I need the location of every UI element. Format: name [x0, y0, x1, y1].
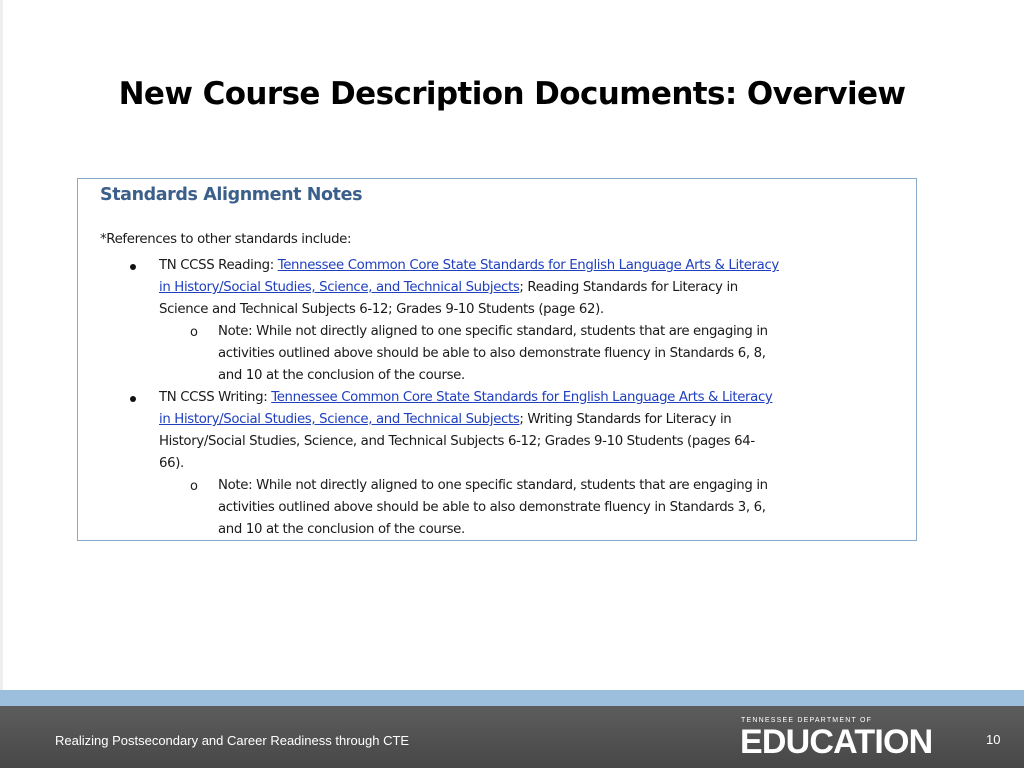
footer-caption: Realizing Postsecondary and Career Readiness through CTE	[55, 733, 410, 748]
reading-note-line-3: and 10 at the conclusion of the course.	[218, 368, 465, 383]
slide-title: New Course Description Documents: Overview	[118, 76, 906, 112]
slide-footer	[0, 706, 1024, 768]
notes-intro: *References to other standards include:	[100, 232, 352, 247]
writing-line-4: 66).	[159, 456, 184, 471]
reading-standards-link[interactable]: Tennessee Common Core State Standards for English Language Arts & Literacy	[277, 258, 779, 273]
reading-label: TN CCSS Reading:	[159, 258, 278, 273]
reading-line-2	[159, 277, 738, 299]
writing-standards-link-continued[interactable]: in History/Social Studies, Science, and Technical Subjects	[159, 412, 520, 427]
reading-standards-link-continued[interactable]: in History/Social Studies, Science, and Technical Subjects	[159, 280, 520, 295]
sub-bullet-icon: o	[190, 325, 198, 340]
logo-department-text: TENNESSEE DEPARTMENT OF	[741, 717, 873, 724]
footer-accent-stripe	[0, 690, 1024, 706]
reading-line-1	[159, 255, 779, 277]
writing-label: TN CCSS Writing:	[159, 390, 272, 405]
reading-line-3: Science and Technical Subjects 6-12; Grades 9-10 Students (page 62).	[159, 302, 604, 317]
writing-line-2	[159, 409, 731, 431]
writing-standards-link[interactable]: Tennessee Common Core State Standards for English Language Arts & Literacy	[271, 390, 773, 405]
reading-note-line-2: activities outlined above should be able to also demonstrate fluency in Standards 6, 8,	[218, 346, 766, 361]
writing-note-line-1: Note: While not directly aligned to one specific standard, students that are engaging in	[218, 478, 768, 493]
bullet-icon	[128, 262, 138, 272]
writing-note-line-3: and 10 at the conclusion of the course.	[218, 522, 465, 537]
sub-bullet-icon: o	[190, 479, 198, 494]
reading-note-line-1: Note: While not directly aligned to one specific standard, students that are engaging in	[218, 324, 768, 339]
writing-line-3: History/Social Studies, Science, and Technical Subjects 6-12; Grades 9-10 Students (pages 64-	[159, 434, 755, 449]
page-number: 10	[986, 732, 1001, 747]
logo-education-text: EDUCATION	[740, 723, 933, 761]
bullet-icon	[128, 394, 138, 404]
notes-heading: Standards Alignment Notes	[100, 185, 363, 205]
education-logo	[740, 717, 970, 761]
writing-line-2-text: ; Writing Standards for Literacy in	[519, 412, 732, 427]
reading-line-2-text: ; Reading Standards for Literacy in	[519, 280, 738, 295]
standards-alignment-notes-panel	[77, 178, 917, 541]
writing-line-1	[159, 387, 772, 409]
writing-note-line-2: activities outlined above should be able to also demonstrate fluency in Standards 3, 6,	[218, 500, 766, 515]
